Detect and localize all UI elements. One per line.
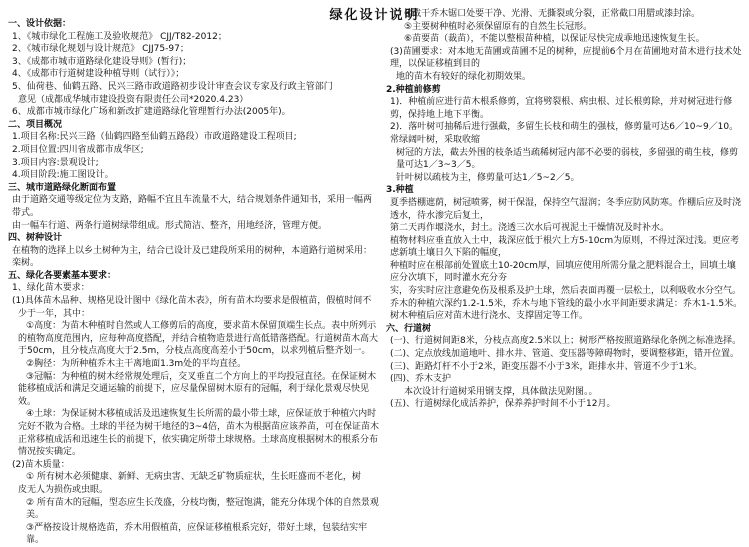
text-line: 2、《城市绿化规划与设计规范》 CJJ75-97； [12,44,189,55]
text-line: ① 所有树木必须健康、新鲜、无病虫害、无缺乏矿物质症状，生长旺盛而不老化，树 [26,472,361,483]
text-line: 1.项目名称:民兴三路（仙鹤四路至仙鹤五路段）市政道路建设工程项目; [12,132,297,143]
text-line: 6、成都市城市绿化广场和新改扩建道路绿化管理暂行办法(2005年)。 [12,107,291,118]
text-line: (三)、距路灯杆不小于2米，距变压器不小于3米，距排水井、管道不少于1米。 [390,361,703,372]
text-line: 夏季搭棚遮荫，树冠喷雾，树干保湿，保持空气湿润；冬季应防风防寒。作棚后应及时浇透水，待水渗完后复土， [390,197,742,221]
text-line: 树木种植后应对苗木进行浇水、支撑固定等工作。 [390,311,589,322]
text-line: 3.项目内容:景观设计; [12,157,99,168]
text-line: ③严格按设计规格选苗，乔木用假植苗，应保证移植根系完好，带好土球，包装结实牢靠。 [26,522,368,546]
text-line: 4.项目阶段:施工图设计。 [12,170,114,181]
text-line: (2)苗木质量： [12,459,70,470]
section-heading: 3.种植 [386,185,414,196]
text-line: ③冠幅：为种植的树木经常规处理后，交叉垂直二个方向上的平均投冠直径。在保证树木 [26,371,377,382]
text-line: ①高度：为苗木种植时自然或人工修剪后的高度，要求苗木保留顶端生长点。表中所列示 [26,321,377,332]
section-heading: 四、树种设计 [8,233,63,244]
text-line: ②胸径：为所种植乔木主干离地面1.3m处的平均直径。 [26,359,247,370]
text-line: 由于道路交通等级定位为支路，路幅不宜且车流量不大，结合规划条件通知书，采用一幅两带式。 [12,195,373,218]
text-line: ④土球：为保证树木移植成活及迅速恢复生长所需的最小带土球，应保证放于种植穴内时 [26,409,377,420]
text-line: 植物材料应垂直放入土中，栽深应低于根穴上方5-10cm为原则，不得过深过浅。更应考虑新填土壤日久下陷的幅度， [390,235,740,259]
text-line: ② 所有苗木的冠幅，型态应生长茂盛，分枝均衡，整冠饱满，能充分体现个体的自然景观美。 [26,497,379,521]
text-line: (二)、定点放线加道地叶、排水井、管道、变压器等障碍物时，要调整移距，错开位置。 [390,349,740,360]
text-line: 由一幅车行道、两条行道树绿带组成。形式简洁、整齐，用地经济，管理方便。 [12,220,328,231]
text-line: 皮无人为损伤或虫眼。 [18,484,109,495]
text-line: 地的苗木有较好的绿化初期效果。 [396,71,532,82]
text-line: 意见（成都成华城市建设投资有限责任公司*2020.4.23） [18,94,249,105]
text-line: (1)具体苗木品种、规格见设计图中《绿化苗木表》，所有苗木均要求是假植苗，假植时间不 [12,296,372,307]
text-line: 乔木的种植穴深约1.2-1.5米，乔木与地下管线的最小水平间距要求满足：乔木1-1.5米。 [390,298,743,309]
text-line: 第二天再作堰浇水，封土。浇透三次水后可视泥土干燥情况及时补水。 [390,223,670,234]
text-line: 1、《城市绿化工程施工及验收规范》 CJJ/T82-2012； [12,31,227,42]
text-line: 1、绿化苗木要求： [12,283,90,294]
text-line: 2.项目位置:四川省成都市成华区; [12,144,144,155]
text-line: (五)、行道树绿化成活养护，保养养护时间不小于12月。 [390,399,616,410]
text-line: ⑤主要树种植时必须保留原有的自然生长冠形。 [404,21,593,32]
section-heading: 六、行道树 [386,323,432,334]
section-heading: 三、城市道路绿化断面布置 [8,182,117,193]
section-heading: 二、项目概况 [8,119,63,130]
text-line: 2)．落叶树可抽稀后进行强截，多留生长枝和萌生的强枝，修剪量可达6／10~9／10。常绿阔叶树，采取收缩 [390,122,739,145]
left-column [8,18,380,546]
text-line: 1)．种植前应进行苗木根系修剪，宜将劈裂根、病虫根、过长根剪除，并对树冠进行修剪，保持地上地下平衡。 [390,97,733,120]
text-line: (3)苗圃要求：对本地无苗圃或苗圃不足的树种，应提前6个月在苗圃地对苗木进行技术处理，以保证移植到目的 [390,46,742,70]
text-line: 能移植成活和满足交通运输的前提下，应尽量保留树木原有的冠幅，利于绿化景观尽快见效。 [18,384,370,407]
text-line: (一)、行道树间距8米，分枝点高度2.5米以上；树形严格按照道路绿化条例之标准选择。 [390,336,742,347]
text-line: 本次设计行道树采用钢支撑，具体做法见附图。。 [404,386,598,397]
text-line: 的植物高度范围内，应每种高度搭配，并结合植物造景进行高低错落搭配。行道树苗木高大 [18,333,379,344]
text-line: 完好不散为合格。土球的半径为树干地径的3~4倍，苗木为根据苗应该养苗，可在保证苗木 [18,422,379,432]
right-column [386,8,743,528]
text-line: (四)、乔木支护 [390,374,452,385]
text-line: ④截干乔木锯口处要干净、光滑、无撕裂或分裂，正常截口用腊或漆封涂。 [404,9,701,19]
text-line: 实，夯实时应注意避免伤及根系及护土球，然后表面再覆一层松土，以利吸收水分空气。 [390,286,742,297]
text-line: ⑥苗要苗（裁苗），不能以整根苗种植，以保证尽快完成乖地迅速恢复生长。 [404,34,705,45]
section-heading: 2.种植前修剪 [386,84,441,95]
text-line: 树冠的方法，截去外围的枝条适当疏稀树冠内部不必要的弱枝，多留强的萌生枝，修剪量可达1／3~3／5。 [396,147,739,171]
text-line: 情况按实确定。 [18,447,82,458]
text-line: 正常移植成活和迅速生长的前提下，依实确定所带土球规格。土球高度根据树木的根系分布 [18,434,379,445]
page-title: 绿化设计说明 [329,8,420,23]
text-line: 针叶树以疏枝为主，修剪量可达1／5~2／5。 [396,172,580,183]
text-line: 5、仙荷巷、仙鹤五路、民兴三路市政道路初步设计审查会议专家及行政主管部门 [12,81,333,92]
text-line: 4、《成都市行道树建设种植导则（试行）》； [12,69,185,80]
text-line: 3、《成都市城市道路绿化建设导则》(暂行)； [12,56,192,67]
text-line: 于50cm，且分枝点高度大于2.5m，分枝点高度高差小于50cm，以求列植后整齐划一。 [18,346,371,357]
section-heading: 五、绿化各要素基本要求： [8,270,117,281]
text-line: 种植时应在根部前处置底土10-20cm厚，回填应使用所需分量之肥料混合土，回填土壤应分次填下，同时灌水充分夯 [390,260,736,284]
section-heading: 一、设计依据： [8,19,72,29]
text-line: 在植物的选择上以乡土树种为主，结合已设计及已建段所采用的树种，本道路行道树采用：栾树。 [12,245,373,269]
text-line: 少于一年，其中： [18,308,91,319]
